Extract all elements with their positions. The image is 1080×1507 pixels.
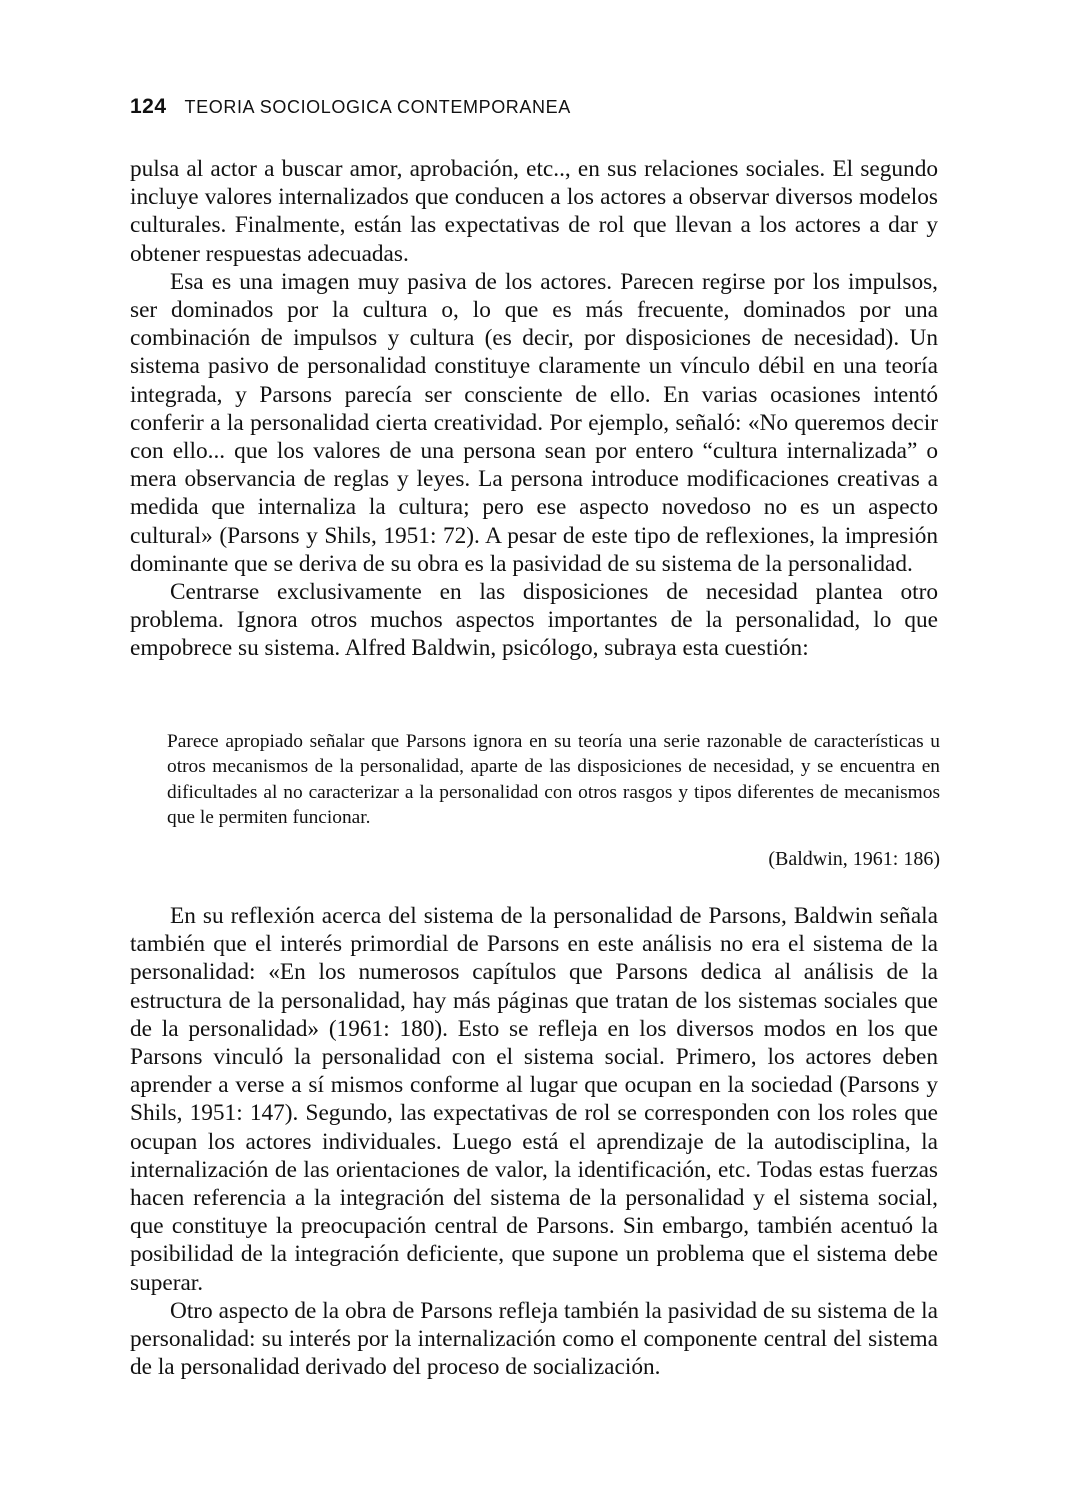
page-number: 124 (130, 95, 167, 118)
page-header (130, 95, 950, 125)
quote-citation: (Baldwin, 1961: 186) (768, 848, 940, 870)
body-text-top (130, 155, 938, 663)
running-title: TEORIA SOCIOLOGICA CONTEMPORANEA (184, 97, 571, 117)
paragraph-passive-image: Esa es una imagen muy pasiva de los actores. Parecen regirse por los impulsos, ser dominados por la cultura o, lo que es más frecuente, dominados por una combinación de impulsos y cultura (es decir, por disposiciones de necesidad). Un sistema pasivo de personalidad constituye claramente un vínculo débil en una teoría integrada, y Parsons parecía ser consciente de ello. En varias ocasiones intentó conferir a la personalidad cierta creatividad. Por ejemplo, señaló: «No queremos decir con ello... que los valores de una persona sean por entero “cultura internalizada” o mera observancia de reglas y leyes. La persona introduce modificaciones creativas a medida que internaliza la cultura; pero ese aspecto novedoso no es un aspecto cultural» (Parsons y Shils, 1951: 72). A pesar de este tipo de reflexiones, la impresión dominante que se deriva de su obra es la pasividad de su sistema de la personalidad. (130, 268, 938, 577)
paragraph-need-dispositions: Centrarse exclusivamente en las disposiciones de necesidad plantea otro problema. Ignora otros muchos aspectos importantes de la personalidad, lo que empobrece su sistema. Alfred Baldwin, psicólogo, subraya esta cuestión: (130, 579, 938, 662)
paragraph-baldwin-reflection: En su reflexión acerca del sistema de la personalidad de Parsons, Baldwin señala también que el interés primordial de Parsons en este análisis no era el sistema de la personalidad: «En los numerosos capítulos que Parsons dedica al análisis de la estructura de la personalidad, hay más páginas que tratan de los sistemas sociales que de la personalidad» (1961: 180). Esto se refleja en los diversos modos en los que Parsons vinculó la personalidad con el sistema social. Primero, los actores deben aprender a verse a sí mismos conforme al lugar que ocupan en la sociedad (Parsons y Shils, 1951: 147). Segundo, las expectativas de rol se corresponden con los roles que ocupan los actores individuales. Luego está el aprendizaje de la autodisciplina, la internalización de las orientaciones de valor, la identificación, etc. Todas estas fuerzas hacen referencia a la integración del sistema de la personalidad y el sistema social, que constituye la preocupación central de Parsons. Sin embargo, también acentuó la posibilidad de la integración deficiente, que supone un problema que el sistema debe superar. (130, 903, 938, 1296)
paragraph-internalization: Otro aspecto de la obra de Parsons refleja también la pasividad de su sistema de la personalidad: su interés por la internalización como el componente central del sistema de la personalidad derivado del proceso de socialización. (130, 1297, 938, 1381)
body-text-bottom (130, 902, 938, 1381)
block-quote: Parece apropiado señalar que Parsons ignora en su teoría una serie razonable de características u otros mecanismos de la personalidad, aparte de las disposiciones de necesidad, y se encuentra en dificultades al no caracterizar a la personalidad con otros rasgos y tipos diferentes de mecanismos que le permiten funcionar. (167, 731, 940, 829)
paragraph-continuation: pulsa al actor a buscar amor, aprobación, etc.., en sus relaciones sociales. El segundo incluye valores internalizados que conducen a los actores a observar diversos modelos culturales. Finalmente, están las expectativas de rol que llevan a los actores a dar y obtener respuestas adecuadas. (130, 156, 938, 267)
